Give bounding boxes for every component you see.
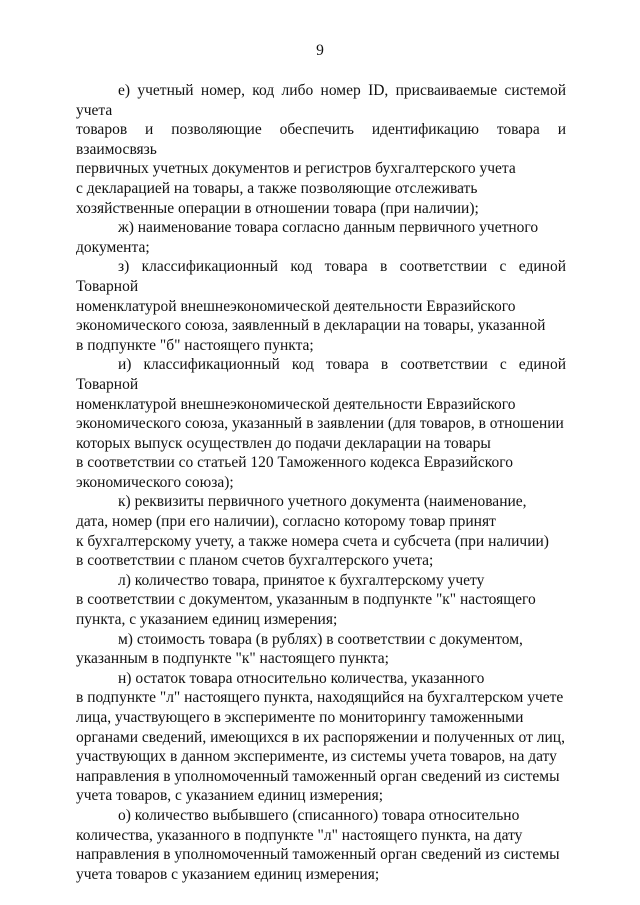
paragraph-item-e: е) учетный номер, код либо номер ID, присваиваемые системой учета товаров и позволяющие обеспечить идентификацию товара и взаимосвязь первичных учетных документов и регистров бухгалтерского учета с декларацией на товары, а также позволяющие отслеживать хозяйственные операции в отношении товара (при наличии); xyxy=(76,82,566,217)
document-body xyxy=(76,81,566,884)
paragraph-item-l: л) количество товара, принятое к бухгалтерскому учету в соответствии с документом, указанным в подпункте "к" настоящего пункта, с указанием единиц измерения; xyxy=(76,571,536,629)
paragraph-item-k: к) реквизиты первичного учетного документа (наименование, дата, номер (при его наличии), согласно которому товар принят к бухгалтерскому учету, а также номера счета и субсчета (при наличии) в соответствии с планом счетов бухгалтерского учета; xyxy=(76,493,549,570)
paragraph-item-m: м) стоимость товара (в рублях) в соответствии с документом, указанным в подпункте "к" настоящего пункта; xyxy=(76,630,523,668)
paragraph-item-o: о) количество выбывшего (списанного) товара относительно количества, указанного в подпункте "л" настоящего пункта, на дату направления в уполномоченный таможенный орган сведений из системы учета товаров с указанием единиц измерения; xyxy=(76,806,560,883)
paragraph-item-zh: ж) наименование товара согласно данным первичного учетного документа; xyxy=(76,219,539,256)
paragraph-item-z: з) классификационный код товара в соответствии с единой Товарной номенклатурой внешнеэкономической деятельности Евразийского экономического союза, заявленный в декларации на товары, указанной в подпункте "б" настоящего пункта; xyxy=(76,258,566,354)
page-number: 9 xyxy=(316,42,324,59)
paragraph-item-n: н) остаток товара относительно количества, указанного в подпункте "л" настоящего пункта, находящийся на бухгалтерском учете лица, участвующего в эксперименте по мониторингу таможенными органами сведений, имеющихся в их распоряжении и полученных от лиц, участвующих в данном эксперименте, из системы учета товаров, на дату направления в уполномоченный таможенный орган сведений из системы учета товаров, с указанием единиц измерения; xyxy=(76,669,565,805)
paragraph-item-i: и) классификационный код товара в соответствии с единой Товарной номенклатурой внешнеэкономической деятельности Евразийского экономического союза, указанный в заявлении (для товаров, в отношении которых выпуск осуществлен до подачи декларации на товары в соответствии со статьей 120 Таможенного кодекса Евразийского экономического союза); xyxy=(76,356,566,491)
